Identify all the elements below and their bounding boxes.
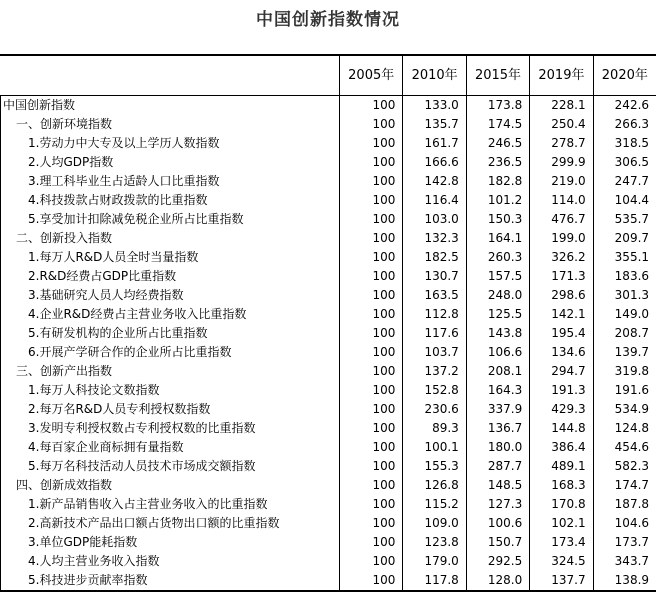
row-label: 1.每万人R&D人员全时当量指数	[28, 250, 199, 264]
value-cell-2015: 292.5	[466, 552, 529, 571]
value-cell-2019: 195.4	[529, 324, 592, 343]
row-label: 1.劳动力中大专及以上学历人数指数	[28, 136, 220, 150]
value-cell-2010: 103.0	[402, 210, 465, 229]
value-cell-2019: 170.8	[529, 495, 592, 514]
value-cell-2015: 106.6	[466, 343, 529, 362]
row-label: 5.有研发机构的企业所占比重指数	[28, 326, 208, 340]
row-label: 2.高新技术产品出口额占货物出口额的比重指数	[28, 516, 280, 530]
value-cell-2019: 299.9	[529, 153, 592, 172]
row-label: 4.人均主营业务收入指数	[28, 554, 160, 568]
value-cell-2005: 100	[339, 381, 402, 400]
value-cell-2005: 100	[339, 286, 402, 305]
row-label: 2.人均GDP指数	[28, 155, 114, 169]
table-row	[0, 514, 656, 533]
value-cell-2020: 183.6	[593, 267, 656, 286]
value-cell-2015: 236.5	[466, 153, 529, 172]
table-row	[0, 571, 656, 590]
value-cell-2019: 114.0	[529, 191, 592, 210]
row-label: 中国创新指数	[3, 98, 76, 112]
table-row	[0, 134, 656, 153]
value-cell-2020: 242.6	[593, 96, 656, 115]
table-row	[0, 476, 656, 495]
value-cell-2005: 100	[339, 533, 402, 552]
value-cell-2015: 246.5	[466, 134, 529, 153]
value-cell-2015: 164.1	[466, 229, 529, 248]
value-cell-2005: 100	[339, 514, 402, 533]
value-cell-2015: 125.5	[466, 305, 529, 324]
value-cell-2019: 134.6	[529, 343, 592, 362]
header-stub-cell	[0, 56, 339, 95]
value-cell-2020: 191.6	[593, 381, 656, 400]
row-label: 一、创新环境指数	[16, 117, 113, 131]
value-cell-2020: 319.8	[593, 362, 656, 381]
header-col-2015: 2015年	[466, 56, 529, 95]
value-cell-2020: 343.7	[593, 552, 656, 571]
value-cell-2015: 287.7	[466, 457, 529, 476]
table-row	[0, 362, 656, 381]
table-row	[0, 343, 656, 362]
value-cell-2020: 124.8	[593, 419, 656, 438]
value-cell-2010: 109.0	[402, 514, 465, 533]
table-row	[0, 286, 656, 305]
value-cell-2020: 535.7	[593, 210, 656, 229]
value-cell-2015: 208.1	[466, 362, 529, 381]
value-cell-2020: 534.9	[593, 400, 656, 419]
value-cell-2005: 100	[339, 267, 402, 286]
value-cell-2005: 100	[339, 400, 402, 419]
value-cell-2005: 100	[339, 229, 402, 248]
value-cell-2019: 386.4	[529, 438, 592, 457]
table-row	[0, 191, 656, 210]
value-cell-2019: 250.4	[529, 115, 592, 134]
value-cell-2019: 489.1	[529, 457, 592, 476]
value-cell-2015: 100.6	[466, 514, 529, 533]
value-cell-2015: 180.0	[466, 438, 529, 457]
value-cell-2020: 139.7	[593, 343, 656, 362]
row-label: 5.享受加计扣除减免税企业所占比重指数	[28, 212, 244, 226]
value-cell-2010: 142.8	[402, 172, 465, 191]
value-cell-2005: 100	[339, 172, 402, 191]
value-cell-2019: 298.6	[529, 286, 592, 305]
row-label: 1.新产品销售收入占主营业务收入的比重指数	[28, 497, 268, 511]
table-header-row	[0, 56, 656, 96]
table-row	[0, 400, 656, 419]
value-cell-2010: 166.6	[402, 153, 465, 172]
table-row	[0, 248, 656, 267]
row-label: 3.基础研究人员人均经费指数	[28, 288, 184, 302]
value-cell-2005: 100	[339, 438, 402, 457]
value-cell-2010: 123.8	[402, 533, 465, 552]
value-cell-2010: 137.2	[402, 362, 465, 381]
value-cell-2020: 104.6	[593, 514, 656, 533]
value-cell-2020: 104.4	[593, 191, 656, 210]
table-row	[0, 229, 656, 248]
value-cell-2020: 247.7	[593, 172, 656, 191]
page-title: 中国创新指数情况	[256, 10, 400, 30]
row-label: 3.理工科毕业生占适龄人口比重指数	[28, 174, 220, 188]
value-cell-2010: 230.6	[402, 400, 465, 419]
value-cell-2015: 174.5	[466, 115, 529, 134]
value-cell-2010: 132.3	[402, 229, 465, 248]
row-label: 5.每万名科技活动人员技术市场成交额指数	[28, 459, 256, 473]
value-cell-2010: 163.5	[402, 286, 465, 305]
table-row	[0, 495, 656, 514]
table-body	[0, 96, 656, 590]
value-cell-2020: 173.7	[593, 533, 656, 552]
row-label: 3.单位GDP能耗指数	[28, 535, 138, 549]
value-cell-2010: 103.7	[402, 343, 465, 362]
value-cell-2020: 138.9	[593, 571, 656, 590]
value-cell-2010: 135.7	[402, 115, 465, 134]
table-row	[0, 457, 656, 476]
value-cell-2020: 582.3	[593, 457, 656, 476]
value-cell-2019: 326.2	[529, 248, 592, 267]
value-cell-2015: 337.9	[466, 400, 529, 419]
value-cell-2020: 174.7	[593, 476, 656, 495]
row-label: 6.开展产学研合作的企业所占比重指数	[28, 345, 232, 359]
value-cell-2015: 164.3	[466, 381, 529, 400]
value-cell-2019: 476.7	[529, 210, 592, 229]
value-cell-2005: 100	[339, 571, 402, 590]
value-cell-2010: 182.5	[402, 248, 465, 267]
value-cell-2019: 137.7	[529, 571, 592, 590]
row-label: 3.发明专利授权数占专利授权数的比重指数	[28, 421, 256, 435]
value-cell-2020: 209.7	[593, 229, 656, 248]
value-cell-2010: 126.8	[402, 476, 465, 495]
value-cell-2010: 161.7	[402, 134, 465, 153]
value-cell-2019: 324.5	[529, 552, 592, 571]
value-cell-2020: 266.3	[593, 115, 656, 134]
value-cell-2019: 102.1	[529, 514, 592, 533]
value-cell-2005: 100	[339, 210, 402, 229]
value-cell-2015: 128.0	[466, 571, 529, 590]
value-cell-2019: 171.3	[529, 267, 592, 286]
value-cell-2015: 260.3	[466, 248, 529, 267]
table-row	[0, 438, 656, 457]
value-cell-2005: 100	[339, 248, 402, 267]
value-cell-2020: 208.7	[593, 324, 656, 343]
value-cell-2005: 100	[339, 343, 402, 362]
row-label: 四、创新成效指数	[16, 478, 113, 492]
row-label: 2.每万名R&D人员专利授权数指数	[28, 402, 211, 416]
header-col-2019: 2019年	[529, 56, 592, 95]
value-cell-2020: 149.0	[593, 305, 656, 324]
value-cell-2010: 179.0	[402, 552, 465, 571]
value-cell-2010: 117.6	[402, 324, 465, 343]
value-cell-2020: 301.3	[593, 286, 656, 305]
value-cell-2005: 100	[339, 419, 402, 438]
value-cell-2019: 219.0	[529, 172, 592, 191]
value-cell-2015: 127.3	[466, 495, 529, 514]
value-cell-2019: 191.3	[529, 381, 592, 400]
value-cell-2019: 168.3	[529, 476, 592, 495]
row-label: 4.每百家企业商标拥有量指数	[28, 440, 184, 454]
value-cell-2019: 142.1	[529, 305, 592, 324]
value-cell-2019: 294.7	[529, 362, 592, 381]
row-label: 2.R&D经费占GDP比重指数	[28, 269, 177, 283]
value-cell-2010: 89.3	[402, 419, 465, 438]
value-cell-2019: 144.8	[529, 419, 592, 438]
value-cell-2015: 150.3	[466, 210, 529, 229]
value-cell-2015: 173.8	[466, 96, 529, 115]
value-cell-2005: 100	[339, 362, 402, 381]
value-cell-2005: 100	[339, 552, 402, 571]
header-col-2020: 2020年	[593, 56, 656, 95]
row-label: 4.科技拨款占财政拨款的比重指数	[28, 193, 208, 207]
value-cell-2005: 100	[339, 495, 402, 514]
value-cell-2010: 130.7	[402, 267, 465, 286]
value-cell-2015: 150.7	[466, 533, 529, 552]
value-cell-2019: 199.0	[529, 229, 592, 248]
value-cell-2005: 100	[339, 457, 402, 476]
value-cell-2020: 454.6	[593, 438, 656, 457]
value-cell-2010: 100.1	[402, 438, 465, 457]
value-cell-2005: 100	[339, 115, 402, 134]
table-row	[0, 419, 656, 438]
value-cell-2005: 100	[339, 324, 402, 343]
value-cell-2020: 306.5	[593, 153, 656, 172]
value-cell-2010: 155.3	[402, 457, 465, 476]
table-row	[0, 305, 656, 324]
value-cell-2019: 228.1	[529, 96, 592, 115]
table-row	[0, 267, 656, 286]
innovation-index-table	[0, 54, 656, 592]
value-cell-2010: 116.4	[402, 191, 465, 210]
table-row	[0, 324, 656, 343]
table-row	[0, 153, 656, 172]
row-label: 二、创新投入指数	[16, 231, 113, 245]
value-cell-2010: 112.8	[402, 305, 465, 324]
value-cell-2020: 318.5	[593, 134, 656, 153]
value-cell-2020: 355.1	[593, 248, 656, 267]
value-cell-2010: 133.0	[402, 96, 465, 115]
value-cell-2005: 100	[339, 191, 402, 210]
value-cell-2005: 100	[339, 134, 402, 153]
value-cell-2020: 187.8	[593, 495, 656, 514]
table-row	[0, 210, 656, 229]
row-label: 三、创新产出指数	[16, 364, 113, 378]
value-cell-2015: 182.8	[466, 172, 529, 191]
value-cell-2015: 157.5	[466, 267, 529, 286]
value-cell-2015: 136.7	[466, 419, 529, 438]
value-cell-2019: 173.4	[529, 533, 592, 552]
value-cell-2005: 100	[339, 305, 402, 324]
row-label: 5.科技进步贡献率指数	[28, 573, 148, 587]
value-cell-2010: 117.8	[402, 571, 465, 590]
table-row	[0, 381, 656, 400]
value-cell-2005: 100	[339, 153, 402, 172]
value-cell-2015: 101.2	[466, 191, 529, 210]
header-col-2010: 2010年	[402, 56, 465, 95]
table-row	[0, 115, 656, 134]
value-cell-2019: 278.7	[529, 134, 592, 153]
value-cell-2010: 115.2	[402, 495, 465, 514]
table-row	[0, 552, 656, 571]
header-col-2005: 2005年	[339, 56, 402, 95]
value-cell-2015: 148.5	[466, 476, 529, 495]
value-cell-2015: 248.0	[466, 286, 529, 305]
value-cell-2015: 143.8	[466, 324, 529, 343]
row-label: 1.每万人科技论文数指数	[28, 383, 160, 397]
value-cell-2010: 152.8	[402, 381, 465, 400]
value-cell-2019: 429.3	[529, 400, 592, 419]
value-cell-2005: 100	[339, 96, 402, 115]
table-row	[0, 96, 656, 115]
row-label: 4.企业R&D经费占主营业务收入比重指数	[28, 307, 247, 321]
table-row	[0, 533, 656, 552]
value-cell-2005: 100	[339, 476, 402, 495]
table-row	[0, 172, 656, 191]
